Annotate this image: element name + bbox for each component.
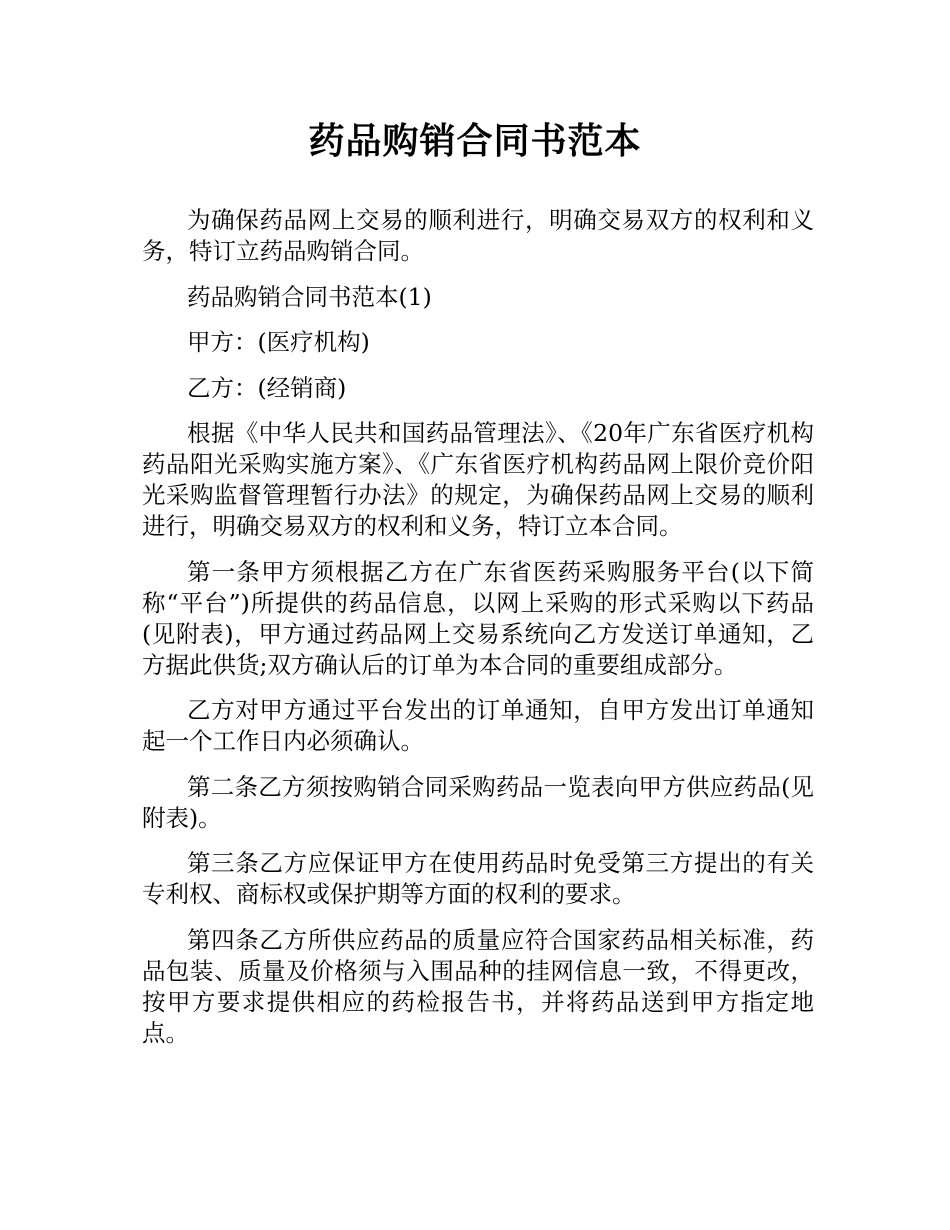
paragraph-article-2: 第二条乙方须按购销合同采购药品一览表向甲方供应药品(见附表)。 xyxy=(142,772,814,832)
paragraph-party-a: 甲方：(医疗机构) xyxy=(187,328,370,356)
paragraph-article-4: 第四条乙方所供应药品的质量应符合国家药品相关标准，药品包装、质量及价格须与入围品种的挂网信息一致，不得更改，按甲方要求提供相应的药检报告书，并将药品送到甲方指定地点。 xyxy=(142,925,814,1047)
paragraph-template-heading: 药品购销合同书范本(1) xyxy=(187,282,432,311)
paragraph-legal-basis: 根据《中华人民共和国药品管理法》、《20年广东省医疗机构药品阳光采购实施方案》、《广东省医疗机构药品网上限价竞价阳光采购监督管理暂行办法》的规定，为确保药品网上交易的顺利进行，明确交易双方的权利和义务，特订立本合同。 xyxy=(142,419,814,540)
paragraph-party-b: 乙方：(经销商) xyxy=(187,373,347,402)
paragraph-article-3: 第三条乙方应保证甲方在使用药品时免受第三方提出的有关专利权、商标权或保护期等方面的权利的要求。 xyxy=(142,849,814,908)
paragraph-article-1: 第一条甲方须根据乙方在广东省医药采购服务平台(以下简称“平台”)所提供的药品信息，以网上采购的形式采购以下药品(见附表)，甲方通过药品网上交易系统向乙方发送订单通知，乙方据此供货;双方确认后的订单为本合同的重要组成部分。 xyxy=(142,557,814,679)
document-title: 药品购销合同书范本 xyxy=(308,121,642,162)
paragraph-intro: 为确保药品网上交易的顺利进行，明确交易双方的权利和义务，特订立药品购销合同。 xyxy=(142,206,814,265)
paragraph-order-confirmation: 乙方对甲方通过平台发出的订单通知，自甲方发出订单通知起一个工作日内必须确认。 xyxy=(142,696,814,755)
document-body xyxy=(142,205,814,1063)
